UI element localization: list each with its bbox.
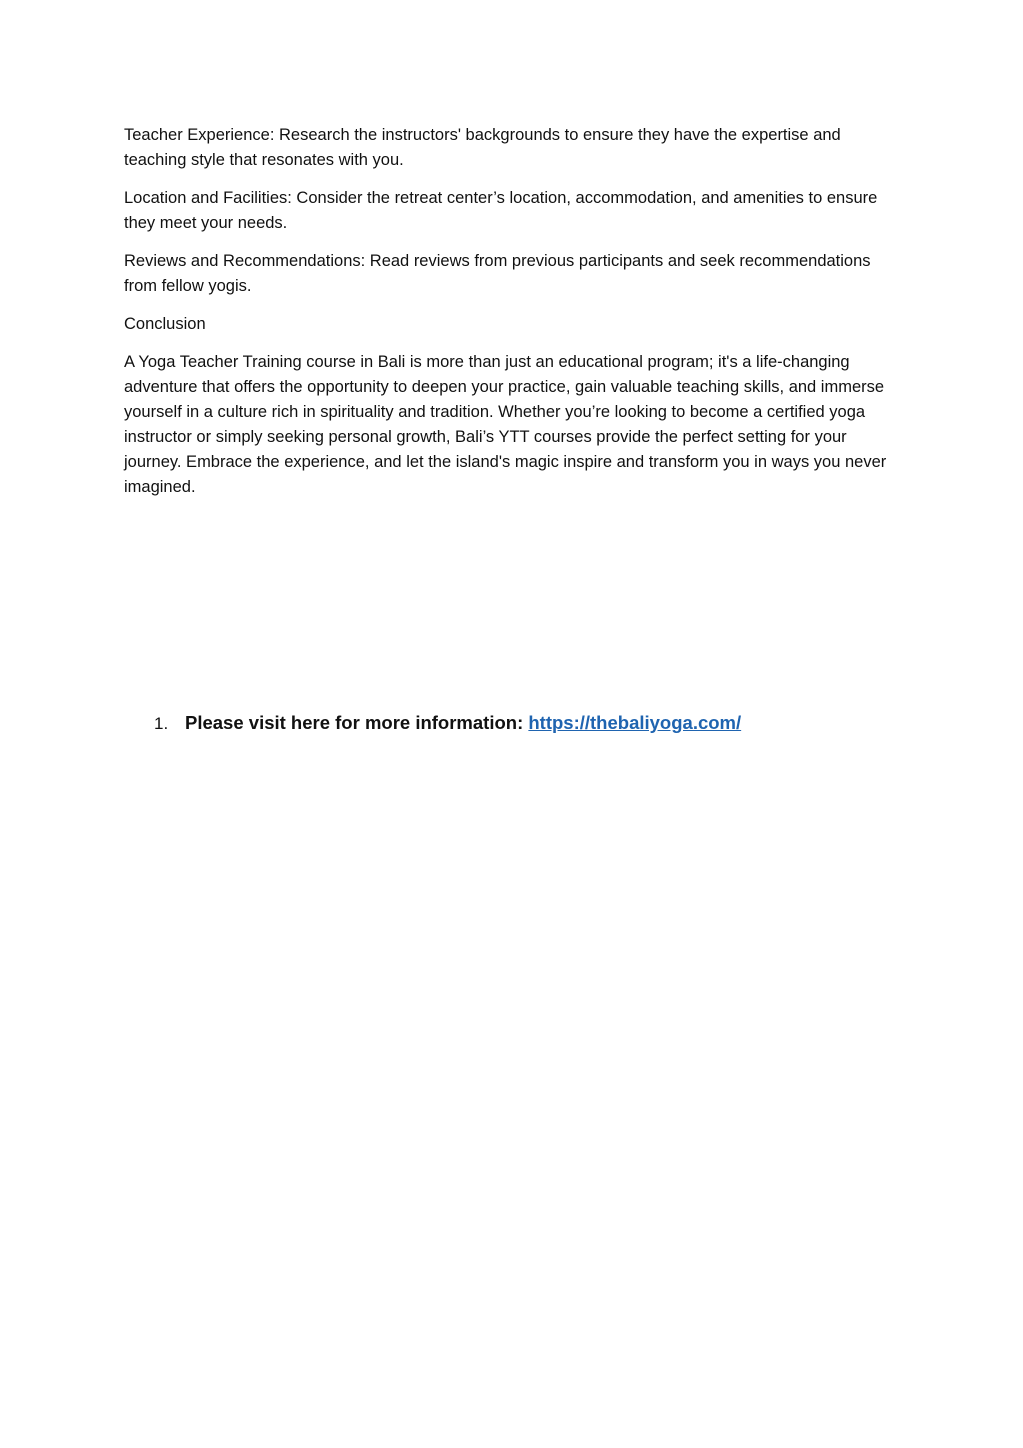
info-label: Please visit here for more information:: [185, 712, 529, 733]
list-item: [154, 709, 914, 738]
info-list: [154, 709, 914, 738]
paragraph-reviews-recommendations: Reviews and Recommendations: Read reviews from previous participants and seek recommendations from fellow yogis.: [124, 252, 871, 295]
document-body: [124, 123, 894, 513]
list-item-text: [185, 709, 741, 737]
list-marker: 1.: [154, 714, 169, 733]
paragraph-location-facilities: Location and Facilities: Consider the retreat center’s location, accommodation, and amenities to ensure they meet your needs.: [124, 189, 878, 232]
paragraph-teacher-experience: Teacher Experience: Research the instructors' backgrounds to ensure they have the expertise and teaching style that resonates with you.: [124, 126, 841, 169]
heading-conclusion: Conclusion: [124, 315, 206, 333]
website-link[interactable]: https://thebaliyoga.com/: [528, 712, 742, 733]
paragraph-conclusion-body: A Yoga Teacher Training course in Bali is more than just an educational program; it's a life-changing adventure that offers the opportunity to deepen your practice, gain valuable teaching skills, and immerse yourself in a culture rich in spirituality and tradition. Whether you’re looking to become a certified yoga instructor or simply seeking personal growth, Bali’s YTT courses provide the perfect setting for your journey. Embrace the experience, and let the island's magic inspire and transform you in ways you never imagined.: [124, 353, 887, 496]
